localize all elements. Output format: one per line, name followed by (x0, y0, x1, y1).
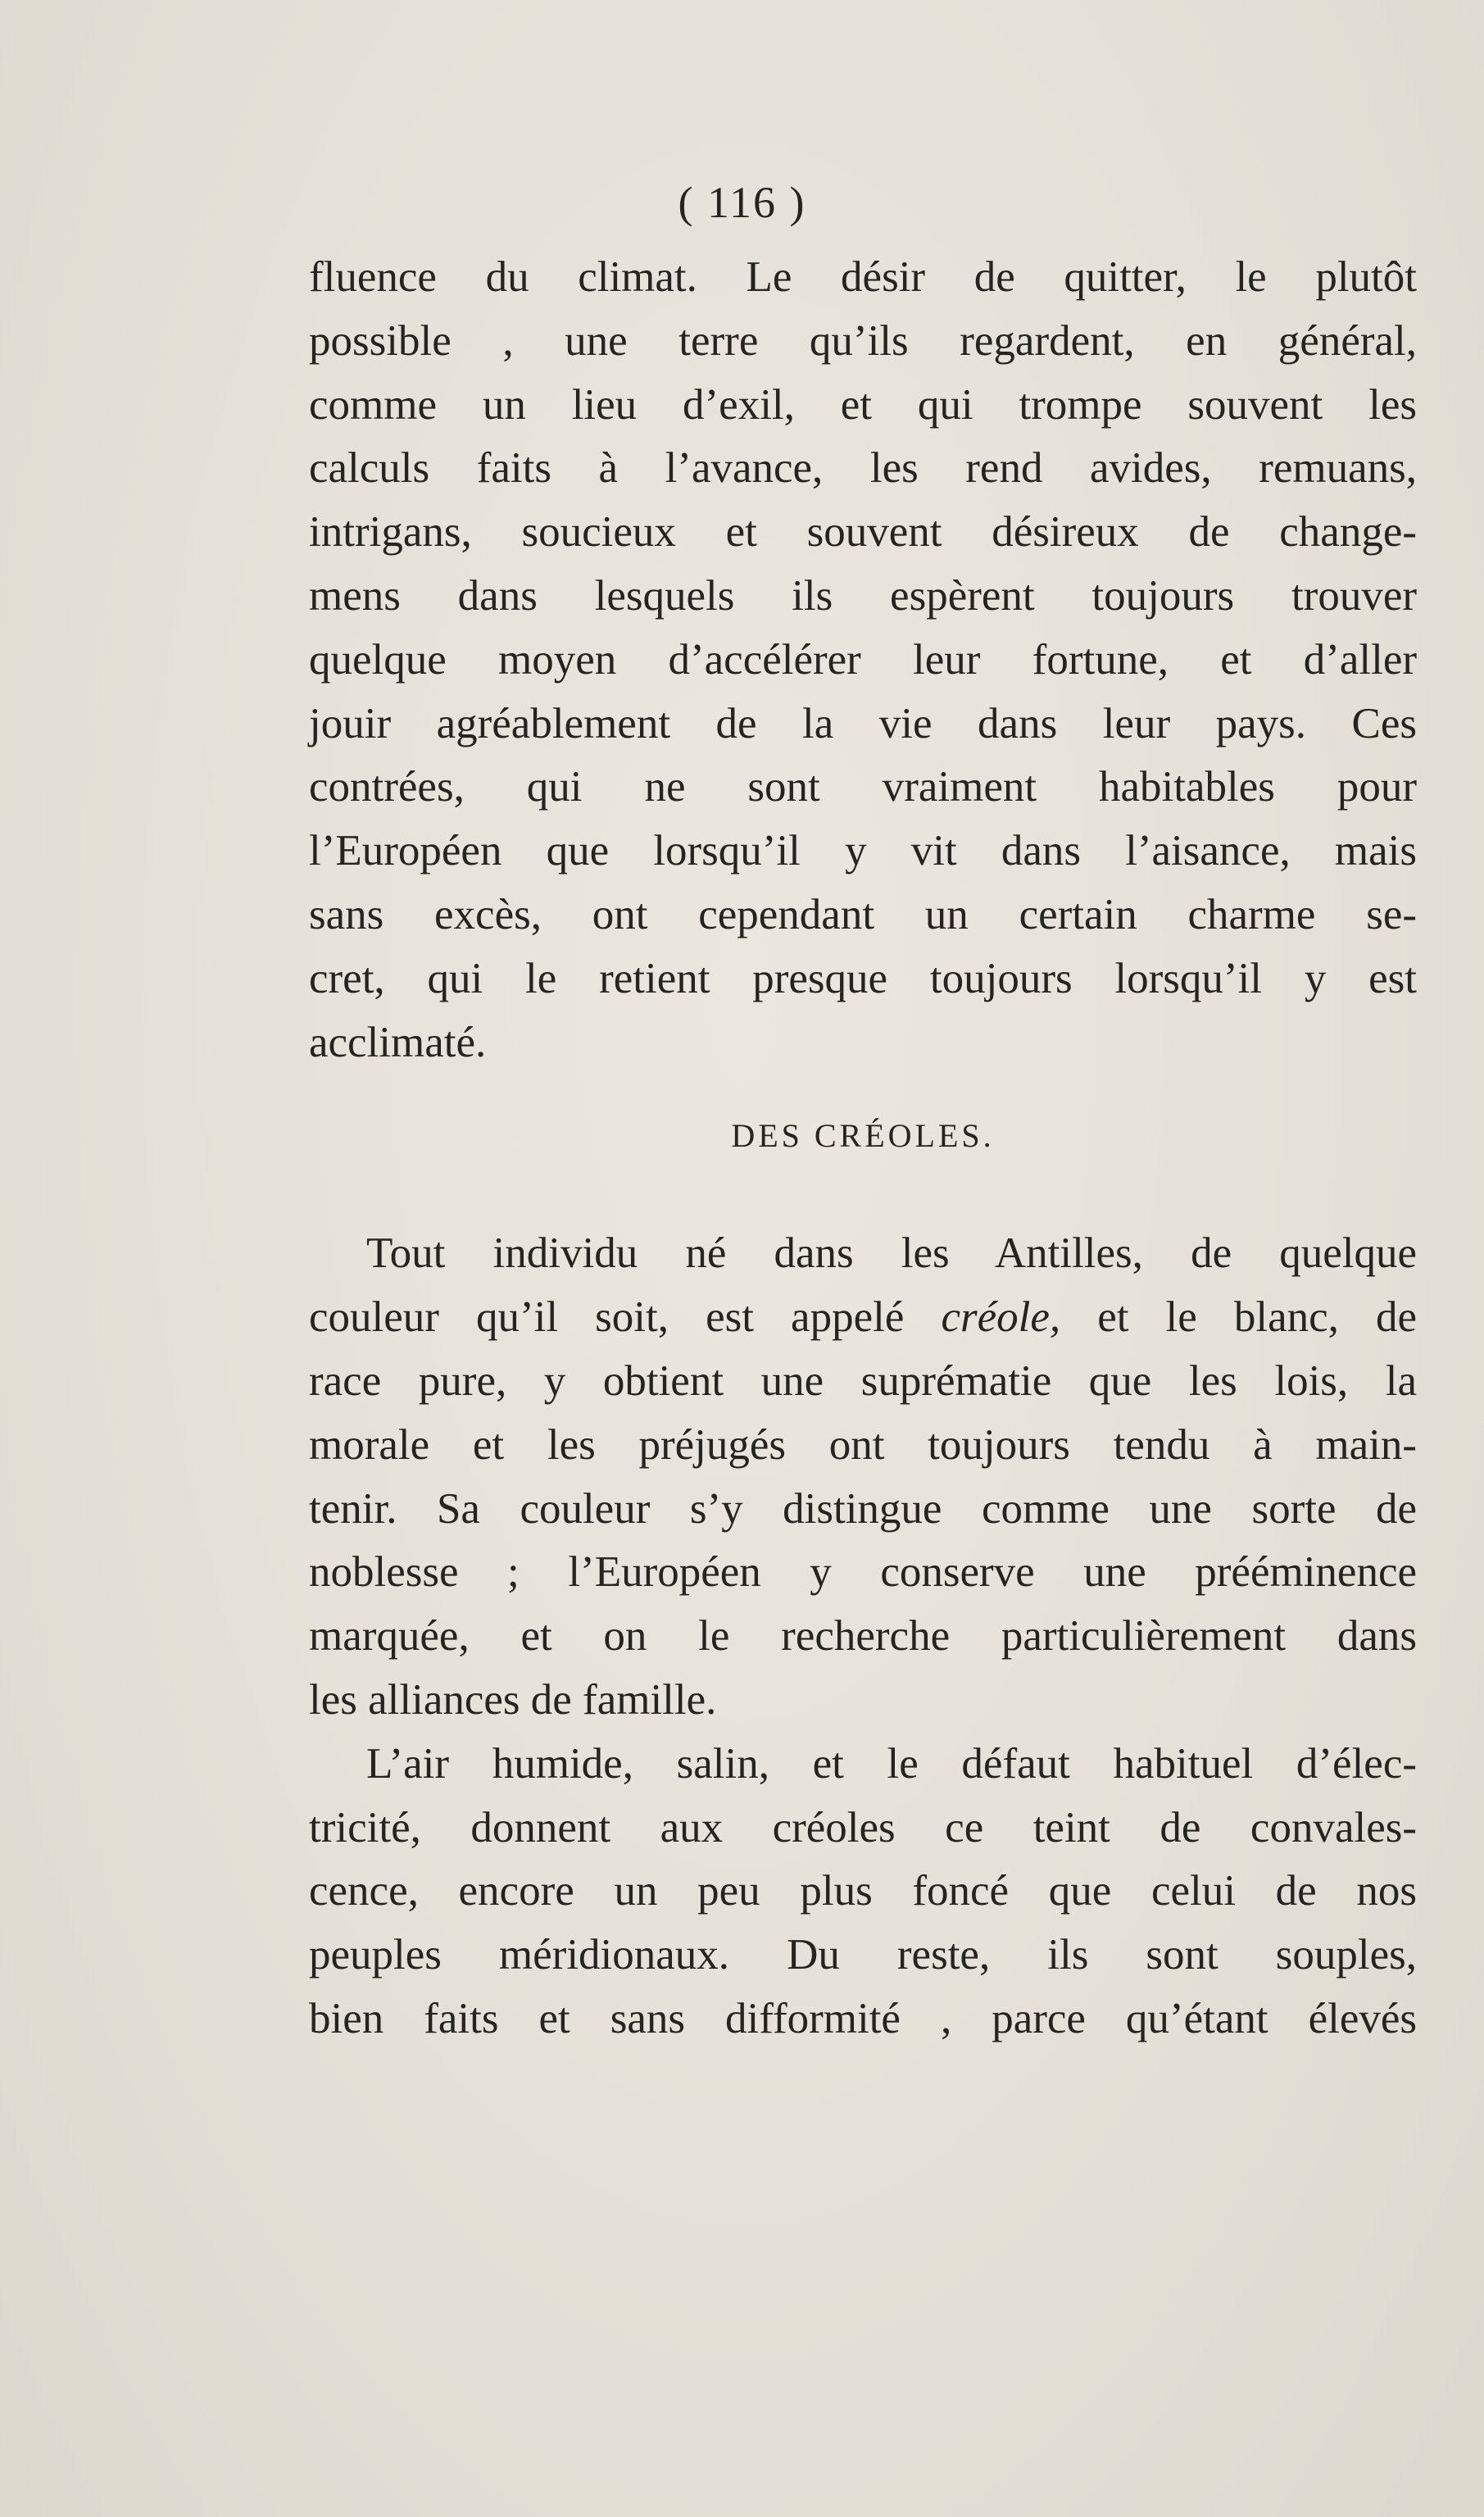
text-line: sans excès, ont cependant un certain charme se- (309, 890, 1417, 938)
text-line: contrées, qui ne sont vraiment habitables pour (309, 763, 1417, 811)
text-line: tricité, donnent aux créoles ce teint de convales- (309, 1803, 1417, 1851)
paragraph-creoles (309, 1222, 1417, 1732)
text-line: les alliances de famille. (309, 1675, 717, 1724)
text-line: cret, qui le retient presque toujours lorsqu’il y est (309, 954, 1417, 1002)
spacer (309, 1197, 1417, 1222)
text-segment: et le blanc, de (1060, 1293, 1417, 1342)
text-line: noblesse ; l’Européen y conserve une prééminence (309, 1548, 1417, 1597)
text-line: bien faits et sans difformité , parce qu’étant élevés (309, 1994, 1417, 2042)
paragraph-continued (309, 246, 1417, 1074)
text-line: mens dans lesquels ils espèrent toujours trouver (309, 571, 1417, 620)
italic-term-creole: créole, (941, 1293, 1061, 1342)
text-line: L’air humide, salin, et le défaut habituel d’élec- (366, 1739, 1417, 1788)
text-line-with-italic (309, 1286, 1417, 1350)
text-segment: couleur qu’il soit, est appelé (309, 1293, 942, 1342)
text-line: possible , une terre qu’ils regardent, en général, (309, 316, 1417, 365)
text-line: peuples méridionaux. Du reste, ils sont souples, (309, 1931, 1417, 1979)
page-number: ( 116 ) (678, 178, 806, 227)
text-line: marquée, et on le recherche particulièrement dans (309, 1612, 1417, 1661)
text-line: Tout individu né dans les Antilles, de quelque (366, 1229, 1417, 1278)
text-line: acclimaté. (309, 1018, 487, 1066)
body-text (309, 246, 1417, 2051)
text-line: morale et les préjugés ont toujours tendu à main- (309, 1420, 1417, 1469)
text-line: intrigans, soucieux et souvent désireux de change- (309, 508, 1417, 557)
text-line: l’Européen que lorsqu’il y vit dans l’aisance, mais (309, 827, 1417, 875)
section-heading: DES CRÉOLES. (731, 1117, 995, 1155)
text-line: quelque moyen d’accélérer leur fortune, et d’aller (309, 635, 1417, 684)
text-line: cence, encore un peu plus foncé que celui de nos (309, 1867, 1417, 1915)
text-line: tenir. Sa couleur s’y distingue comme une sorte de (309, 1484, 1417, 1533)
paragraph-climate (309, 1733, 1417, 2051)
text-line: fluence du climat. Le désir de quitter, le plutôt (309, 253, 1417, 301)
text-line: calculs faits à l’avance, les rend avides, remuans, (309, 444, 1417, 493)
text-line: jouir agréablement de la vie dans leur pays. Ces (309, 699, 1417, 747)
text-line: race pure, y obtient une suprématie que les lois, la (309, 1356, 1417, 1405)
text-line: comme un lieu d’exil, et qui trompe souvent les (309, 380, 1417, 429)
